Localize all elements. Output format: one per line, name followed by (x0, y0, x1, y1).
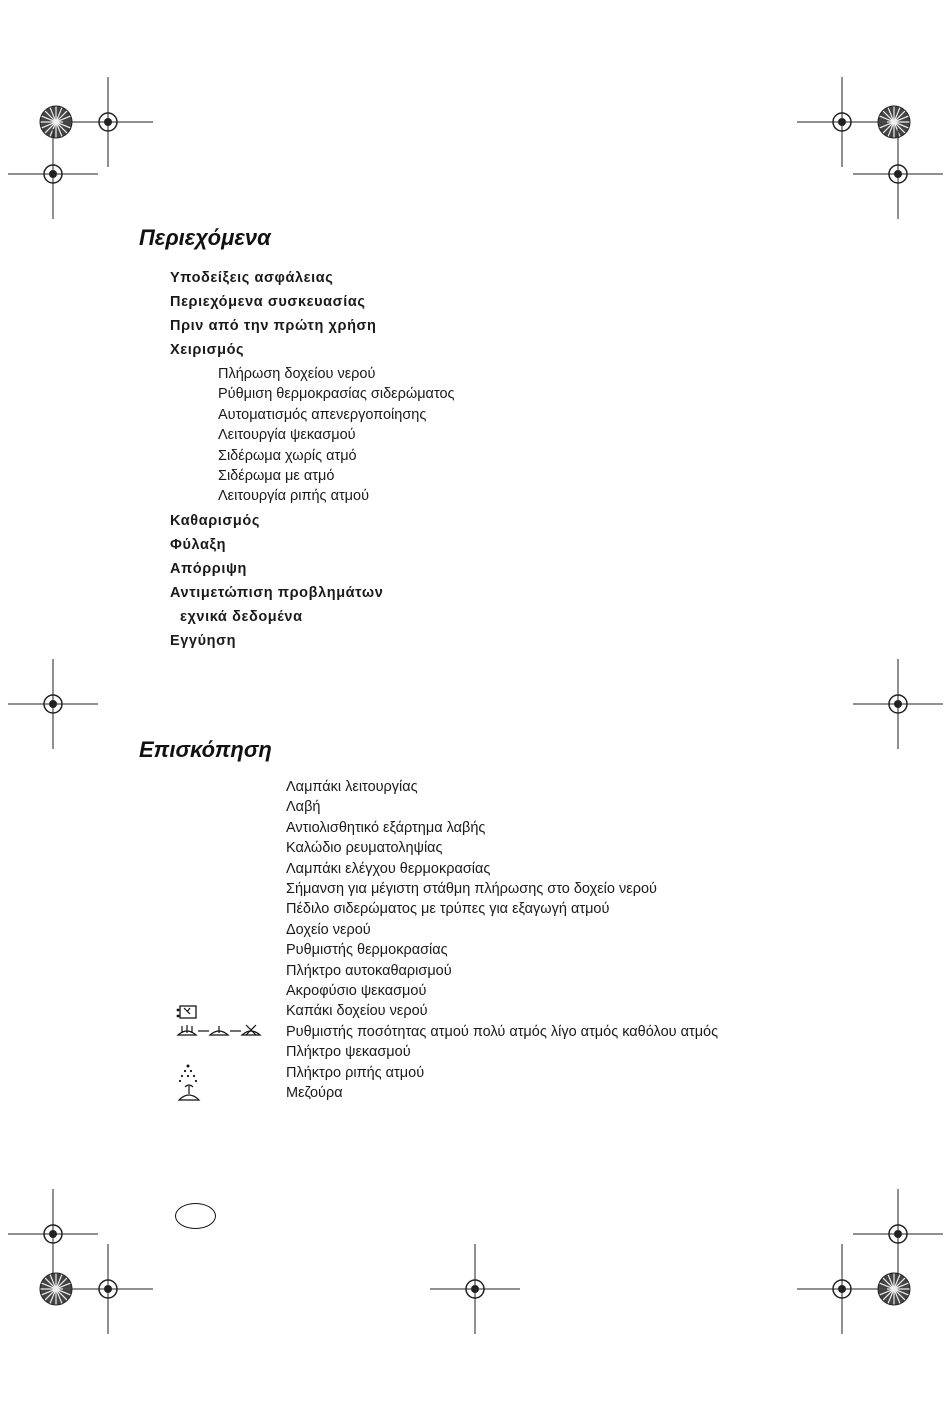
toc-subitem[interactable]: Πλήρωση δοχείου νερού (218, 366, 376, 382)
overview-item: Αντιολισθητικό εξάρτημα λαβής (286, 819, 486, 836)
toc-item[interactable]: Πριν από την πρώτη χρήση (170, 318, 377, 334)
overview-list (286, 777, 776, 1104)
overview-item: Πλήκτρο ριπής ατμού (286, 1064, 425, 1081)
overview-item: Καπάκι δοχείου νερού (286, 1003, 428, 1020)
overview-heading: Επισκόπηση (139, 737, 272, 762)
overview-item: Καλώδιο ρευματοληψίας (286, 840, 443, 857)
overview-item: Ρυθμιστής ποσότητας ατμού πολύ ατμός λίγο ατμός καθόλου ατμός (286, 1023, 719, 1040)
toc-item[interactable]: Καθαρισμός (170, 512, 260, 529)
overview-item: Πέδιλο σιδερώματος με τρύπες για εξαγωγή ατμού (286, 901, 610, 918)
toc-item[interactable]: Φύλαξη (170, 536, 227, 553)
toc-item[interactable]: Υποδείξεις ασφάλειας (170, 270, 334, 286)
toc-subitem[interactable]: Ρύθμιση θερμοκρασίας σιδερώματος (218, 386, 455, 403)
toc-subitem[interactable]: Αυτοματισμός απενεργοποίησης (218, 406, 427, 423)
toc-item[interactable]: Εγγύηση (170, 632, 237, 649)
toc-item[interactable]: εχνικά δεδομένα (180, 608, 303, 625)
overview-item: Ρυθμιστής θερμοκρασίας (286, 942, 448, 959)
overview-item: Λαμπάκι λειτουργίας (286, 779, 418, 795)
toc-item[interactable]: Αντιμετώπιση προβλημάτων (170, 584, 384, 601)
toc-item[interactable]: Περιεχόμενα συσκευασίας (170, 294, 366, 310)
toc-subitem[interactable]: Σιδέρωμα με ατμό (218, 467, 335, 484)
toc-subitem[interactable]: Λειτουργία ριπής ατμού (218, 488, 370, 505)
toc-item[interactable]: Χειρισμός (170, 342, 245, 358)
toc-subitem[interactable]: Λειτουργία ψεκασμού (218, 427, 356, 444)
contents-heading: Περιεχόμενα (139, 225, 271, 250)
overview-item: Ακροφύσιο ψεκασμού (286, 983, 427, 1000)
steam-level-icons (176, 1023, 276, 1041)
page-number-oval (175, 1203, 216, 1229)
toc-subitem[interactable]: Σιδέρωμα χωρίς ατμό (218, 447, 357, 464)
toc-item[interactable]: Απόρριψη (170, 560, 247, 577)
overview-item: Δοχείο νερού (286, 921, 371, 938)
table-of-contents (170, 266, 770, 653)
spray-icon (177, 1063, 199, 1083)
overview-item: Λαμπάκι ελέγχου θερμοκρασίας (286, 860, 491, 877)
overview-item: Πλήκτρο ψεκασμού (286, 1044, 411, 1061)
overview-item: Σήμανση για μέγιστη στάθμη πλήρωσης στο δοχείο νερού (286, 881, 657, 898)
steam-burst-icon (177, 1083, 201, 1103)
overview-item: Πλήκτρο αυτοκαθαρισμού (286, 962, 452, 979)
overview-item: Λαβή (286, 799, 321, 816)
water-tank-lid-icon (176, 1002, 202, 1022)
overview-item: Μεζούρα (286, 1085, 343, 1102)
